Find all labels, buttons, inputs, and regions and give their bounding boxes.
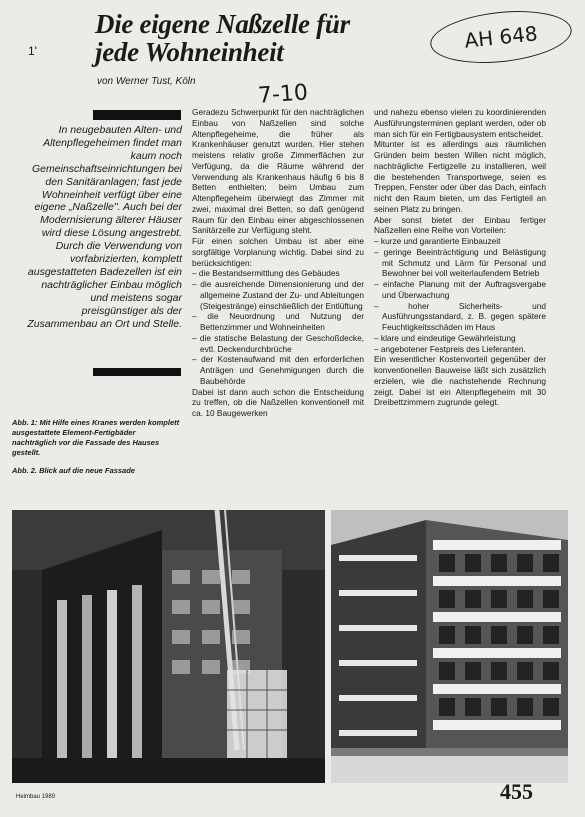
list-item: – kurze und garantierte Einbauzeit (374, 236, 501, 246)
list-item: – hoher Sicherheits- und Ausführungsstandard, z. B. gegen spätere Feuchtigkeitsschäden im Haus (374, 300, 546, 332)
lead-bottom-rule (93, 368, 181, 376)
list-item: – klare und eindeutige Gewährleistung (374, 332, 516, 343)
lead-text: In neugebauten Alten- und Altenpflegeheimen findet man kaum noch Gemeinschaftseinrichtungen bei den Sanitäranlagen; fast jede Wohneinheit verfügt über eine eigene „Naßzelle". Auch bei der Modernisierung älterer Häuser wird diese Lösung angestrebt. Durch die Verwendung von vorfabrizierten, komplett ausgestatteten Badezellen ist ein nachträglicher Einbau möglich und meistens sogar preisgünstiger als der Zusammenbau an Ort und Stelle. (27, 124, 182, 330)
list-item: – einfache Planung mit der Auftragsvergabe und Überwachung (374, 279, 546, 300)
handwritten-code-text: AH 648 (463, 21, 539, 53)
photo-new-facade (331, 510, 568, 783)
list-item: – die ausreichende Dimensionierung und der allgemeine Zustand der Zu- und Ableitungen (Steigestränge) einschließlich der Entlüftung (192, 279, 364, 311)
list-item: – geringe Beeinträchtigung und Belästigung mit Schmutz und Lärm für Personal und Bewohner bei voll weiterlaufendem Betrieb (374, 246, 546, 279)
footer-source: Heimbau 1989 (16, 794, 56, 800)
photo-crane-installation (12, 510, 325, 783)
advantages-list (374, 236, 546, 354)
list-item: – der Kostenaufwand mit den erforderlichen Anträgen und Genehmigungen durch die Baubehörde (192, 354, 364, 386)
list-item: – die statische Belastung der Geschoßdecke, evtl. Deckendurchbrüche (192, 332, 364, 354)
column2-paragraph: und nahezu ebenso vielen zu koordinierenden Ausführungsterminen geplant werden, oder ob man sich für ein Fertigbausystem entscheidet. (374, 107, 546, 139)
lead-top-rule (93, 110, 181, 120)
figure-captions (12, 418, 182, 484)
column2-paragraph: Mitunter ist es allerdings aus räumlichen Gründen beim besten Willen nicht möglich, nachträgliche Fertigzelle zu installieren, weil die bestehenden Transportwege, seien es Treppen, Fenster oder über das Dach, einfach nicht den Raum bieten, um das Fertigteil an seinen Platz zu bringen. (374, 139, 546, 214)
planning-checklist (192, 268, 364, 386)
photo-crane-image (12, 510, 325, 783)
handwritten-page-range: 7-10 (257, 80, 309, 109)
list-item: – angebotener Festpreis des Lieferanten. (374, 343, 526, 354)
caption-figure-2: Abb. 2. Blick auf die neue Fassade (12, 466, 135, 475)
lead-paragraph (22, 124, 182, 331)
article-title: Die eigene Naßzelle für jede Wohneinheit (95, 9, 350, 67)
page-number: 455 (500, 779, 533, 804)
handwritten-mark: 1' (28, 44, 37, 58)
body-column-2 (374, 107, 546, 408)
column1-paragraph: Für einen solchen Umbau ist aber eine sorgfältige Vorplanung wichtig. Dabei sind zu berücksichtigen: (192, 236, 364, 268)
column1-paragraph: Geradezu Schwerpunkt für den nachträglichen Einbau von Naßzellen sind solche Altenpflegeheime, die früher als Krankenhäuser genutzt wurden. Hier stehen meistens relativ große Zimmerflächen zur Verfügung, da die Räume während der Verwendung als Krankenhaus häufig 6 bis 8 Betten enthielten; beim Umbau zum Altenpflegeheim überwiegt das Zimmer mit zwei, maximal drei Betten, so daß genügend Raum für den Einbau einer abgeschlossenen Sanitärzelle zur Verfügung steht. (192, 107, 364, 236)
handwritten-archive-code (428, 5, 574, 70)
column2-paragraph: Ein wesentlicher Kostenvorteil gegenüber der konventionellen Bauweise läßt sich zusätzlich erzielen, wie die nachstehende Rechnung zeigt. Dabei ist ein Altenpflegeheim mit 30 Dreibettzimmern zugrunde gelegt. (374, 354, 546, 408)
list-item: – die Neuordnung und Nutzung der Bettenzimmer und Wohneinheiten (192, 311, 364, 332)
column1-paragraph: Dabei ist dann auch schon die Entscheidung zu treffen, ob die Naßzellen konventionell mit ca. 10 Baugewerken (192, 386, 364, 418)
caption-figure-1: Abb. 1: Mit Hilfe eines Kranes werden komplett ausgestattete Element-Fertigbäder nachträglich vor die Fassade des Hauses gestellt. (12, 418, 180, 457)
photo-facade-image (331, 510, 568, 783)
byline: von Werner Tust, Köln (97, 76, 196, 87)
body-column-1 (192, 107, 364, 419)
list-item: – die Bestandsermittlung des Gebäudes (192, 268, 340, 279)
column2-paragraph: Aber sonst bietet der Einbau fertiger Naßzellen eine Reihe von Vorteilen: (374, 214, 546, 236)
